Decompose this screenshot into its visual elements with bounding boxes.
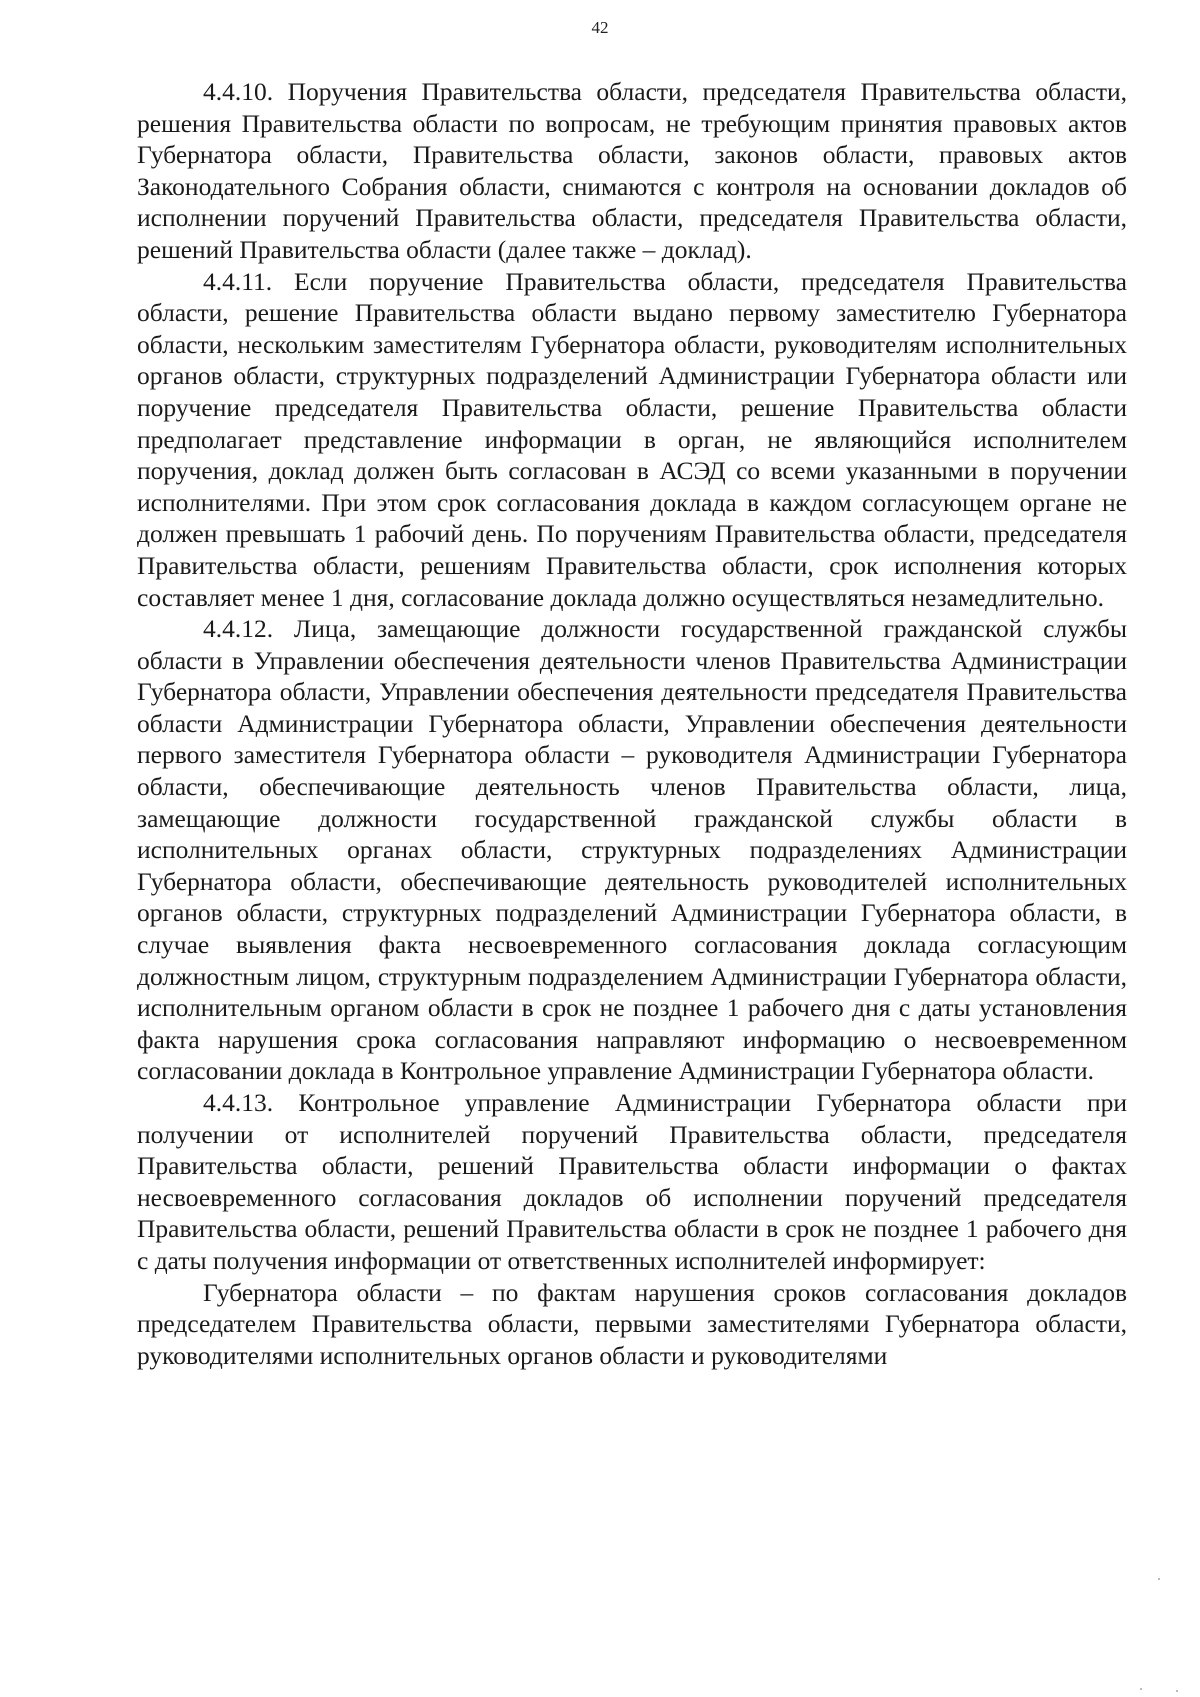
paragraph-4-4-12: 4.4.12. Лица, замещающие должности государственной гражданской службы области в Управлении обеспечения деятельности членов Правительства Администрации Губернатора области, Управлении обеспечения деятельности председателя Правительства области Администрации Губернатора области, Управлении обеспечения деятельности первого заместителя Губернатора области – руководителя Администрации Губернатора области, обеспечивающие деятельность членов Правительства области, лица, замещающие должности государственной гражданской службы области в исполнительных органах области, структурных подразделениях Администрации Губернатора области, обеспечивающие деятельность руководителей исполнительных органов области, структурных подразделений Администрации Губернатора области, в случае выявления факта несвоевременного согласования доклада согласующим должностным лицом, структурным подразделением Администрации Губернатора области, исполнительным органом области в срок не позднее 1 рабочего дня с даты установления факта нарушения срока согласования направляют информацию о несвоевременном согласовании доклада в Контрольное управление Администрации Губернатора области. — [137, 614, 1127, 1086]
scan-speck — [1176, 1690, 1178, 1692]
paragraph-4-4-11: 4.4.11. Если поручение Правительства области, председателя Правительства области, решение Правительства области выдано первому заместителю Губернатора области, нескольким заместителям Губернатора области, руководителям исполнительных органов области, структурных подразделений Администрации Губернатора области или поручение председателя Правительства области, решение Правительства области предполагает представление информации в орган, не являющийся исполнителем поручения, доклад должен быть согласован в АСЭД со всеми указанными в поручении исполнителями. При этом срок согласования доклада в каждом согласующем органе не должен превышать 1 рабочий день. По поручениям Правительства области, председателя Правительства области, решениям Правительства области, срок исполнения которых составляет менее 1 дня, согласование доклада должно осуществляться незамедлительно. — [137, 266, 1127, 612]
page-number: 42 — [591, 18, 609, 37]
scan-speck — [1158, 1578, 1160, 1580]
paragraph-4-4-13: 4.4.13. Контрольное управление Администрации Губернатора области при получении от исполнителей поручений Правительства области, председателя Правительства области, решений Правительства области информации о фактах несвоевременного согласования докладов об исполнении поручений председателя Правительства области, решений Правительства области в срок не позднее 1 рабочего дня с даты получения информации от ответственных исполнителей информирует: — [137, 1088, 1127, 1275]
paragraph-4-4-10: 4.4.10. Поручения Правительства области, председателя Правительства области, решения Правительства области по вопросам, не требующим принятия правовых актов Губернатора области, Правительства области, законов области, правовых актов Законодательного Собрания области, снимаются с контроля на основании докладов об исполнении поручений Правительства области, председателя Правительства области, решений Правительства области (далее также – доклад). — [137, 77, 1127, 264]
scan-speck — [1140, 1688, 1142, 1690]
document-body — [137, 76, 1127, 1371]
paragraph-governor: Губернатора области – по фактам нарушения сроков согласования докладов председателем Правительства области, первыми заместителями Губернатора области, руководителями исполнительных органов области и руководителями — [137, 1277, 1127, 1370]
